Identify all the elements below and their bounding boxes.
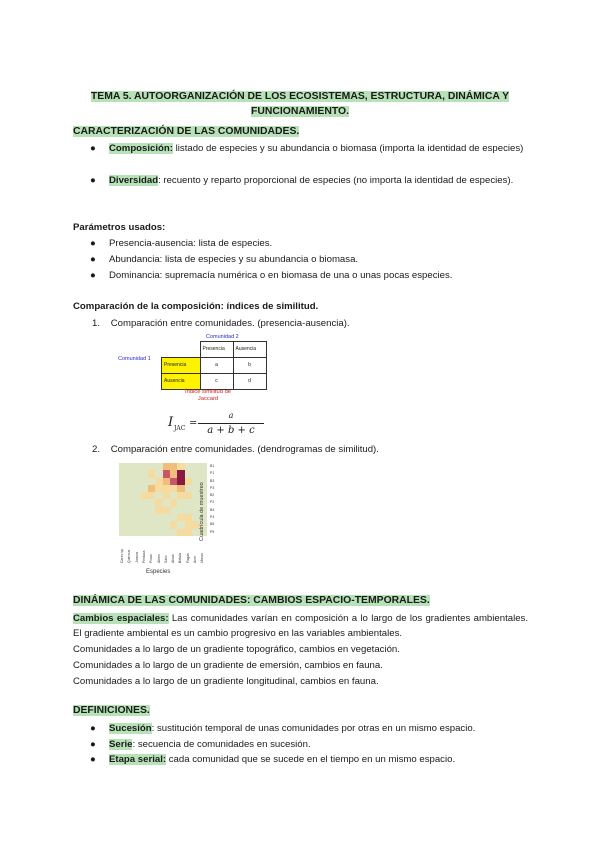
spatial-changes-paragraph: Cambios espaciales: Las comunidades varían en composición a lo largo de los gradientes ambientales. El gradiente ambiental es un cambio progresivo en las variables ambientales. [73, 613, 529, 639]
heatmap-cell [185, 521, 192, 528]
heatmap-cell [134, 485, 141, 492]
heatmap-cell [141, 521, 148, 528]
list-item: ● Presencia-ausencia: lista de especies. [90, 238, 273, 249]
heatmap-cell [177, 507, 184, 514]
heatmap-cell [155, 514, 162, 521]
heatmap-cell [185, 492, 192, 499]
plot-label: B2 [210, 493, 215, 498]
heatmap-cell [126, 521, 133, 528]
heatmap-cell [155, 463, 162, 470]
y-axis-label: Cuadrícula de muestreo [199, 482, 205, 541]
species-label: Ulmus [200, 553, 205, 563]
section-heading-dinamica: DINÁMICA DE LAS COMUNIDADES: CAMBIOS ESPACIO-TEMPORALES. [73, 595, 430, 606]
heatmap-cell [126, 485, 133, 492]
plot-label: P5 [210, 529, 215, 534]
table-cell: c [200, 374, 233, 390]
heatmap-cell [185, 529, 192, 536]
comparison-heading: Comparación de la composición: índices de similitud. [73, 301, 319, 312]
heatmap-cell [155, 507, 162, 514]
heatmap-cell [177, 478, 184, 485]
heatmap-cell [185, 470, 192, 477]
bullet-icon: ● [90, 175, 96, 186]
plot-label: P4 [210, 515, 215, 520]
gradient-line: Comunidades a lo largo de un gradiente topográfico, cambios en vegetación. [73, 644, 400, 655]
numbered-item: 1. Comparación entre comunidades. (presencia-ausencia). [92, 318, 350, 329]
community2-label: Comunidad 2 [206, 334, 239, 340]
col-header: Presencia [200, 342, 233, 358]
bullet-icon: ● [90, 143, 96, 154]
heatmap-cell [134, 529, 141, 536]
heatmap-cell [177, 529, 184, 536]
heatmap-cell [148, 507, 155, 514]
heatmap-cell [199, 470, 206, 477]
plot-label: P3 [210, 485, 215, 490]
heatmap-cell [126, 478, 133, 485]
heatmap-grid [119, 463, 207, 536]
species-label: Betula [178, 553, 183, 563]
heatmap-cell [148, 492, 155, 499]
heatmap-cell [177, 470, 184, 477]
heatmap-cell [141, 499, 148, 506]
species-label: Abies [156, 554, 161, 563]
heatmap-cell [163, 507, 170, 514]
heatmap-cell [170, 521, 177, 528]
heatmap-cell [119, 529, 126, 536]
section-heading-definiciones: DEFINICIONES. [73, 705, 150, 716]
bullet-icon: ● [90, 739, 96, 750]
heatmap-cell [126, 514, 133, 521]
document-title: TEMA 5. AUTOORGANIZACIÓN DE LOS ECOSISTEMAS, ESTRUCTURA, DINÁMICA Y FUNCIONAMIENTO. [90, 91, 510, 117]
numbered-item: 2. Comparación entre comunidades. (dendrogramas de similitud). [92, 444, 379, 455]
heatmap-cell [185, 514, 192, 521]
list-item: ● Diversidad: recuento y reparto proporcional de especies (no importa la identidad de especies). [90, 175, 514, 186]
list-item: ● Abundancia: lista de especies y su abundancia o biomasa. [90, 254, 359, 265]
heatmap-cell [177, 514, 184, 521]
heatmap-cell [134, 521, 141, 528]
heatmap-cell [185, 463, 192, 470]
heatmap-cell [126, 529, 133, 536]
species-label: Alnus [171, 554, 176, 563]
heatmap-cell [163, 521, 170, 528]
heatmap-cell [119, 521, 126, 528]
bullet-icon: ● [90, 723, 96, 734]
row-header: Presencia [162, 358, 201, 374]
heatmap-cell [163, 514, 170, 521]
heatmap-cell [119, 492, 126, 499]
heatmap-cell [177, 499, 184, 506]
list-item: ● Composición: listado de especies y su abundancia o biomasa (importa la identidad de especies) [90, 143, 524, 154]
list-item: ● Serie: secuencia de comunidades en sucesión. [90, 739, 311, 750]
bullet-icon: ● [90, 754, 96, 765]
species-label: Salix [163, 555, 168, 563]
heatmap-cell [155, 529, 162, 536]
params-heading: Parámetros usados: [73, 222, 166, 233]
heatmap-cell [141, 463, 148, 470]
heatmap-cell [177, 521, 184, 528]
heatmap-cell [119, 507, 126, 514]
heatmap-cell [119, 485, 126, 492]
heatmap-cell [155, 470, 162, 477]
heatmap-cell [170, 499, 177, 506]
species-label: Quercus [127, 549, 132, 563]
heatmap-cell [148, 463, 155, 470]
community1-label: Comunidad 1 [118, 356, 151, 362]
heatmap-cell [134, 514, 141, 521]
heatmap-cell [148, 514, 155, 521]
heatmap-cell [126, 492, 133, 499]
heatmap-cell [170, 478, 177, 485]
heatmap-cell [155, 521, 162, 528]
heatmap-cell [163, 499, 170, 506]
list-item: ● Etapa serial: cada comunidad que se sucede en el tiempo en un mismo espacio. [90, 754, 456, 765]
species-label: Pinus [149, 554, 154, 563]
table-cell: d [233, 374, 266, 390]
row-header: Ausencia [162, 374, 201, 390]
heatmap-cell [177, 485, 184, 492]
heatmap-cell [163, 485, 170, 492]
bullet-icon: ● [90, 270, 96, 281]
table-cell: a [200, 358, 233, 374]
heatmap-cell [155, 478, 162, 485]
heatmap-cell [134, 507, 141, 514]
heatmap-cell [177, 463, 184, 470]
heatmap-cell [170, 492, 177, 499]
section-heading-caracterizacion: CARACTERIZACIÓN DE LAS COMUNIDADES. [73, 126, 300, 137]
plot-label: B1 [210, 464, 215, 468]
heatmap-cell [134, 492, 141, 499]
heatmap-cell [126, 463, 133, 470]
heatmap-cell [170, 507, 177, 514]
heatmap-cell [163, 463, 170, 470]
heatmap-cell [148, 529, 155, 536]
heatmap-cell [141, 507, 148, 514]
heatmap-cell [141, 485, 148, 492]
x-axis-label: Especies [146, 569, 171, 575]
gradient-line: Comunidades a lo largo de un gradiente longitudinal, cambios en fauna. [73, 676, 379, 687]
plot-label: B5 [210, 522, 215, 527]
bullet-icon: ● [90, 238, 96, 249]
heatmap-cell [170, 529, 177, 536]
heatmap-cell [148, 470, 155, 477]
heatmap-cell [185, 499, 192, 506]
jaccard-label: Índice similitud de Jaccard [184, 389, 232, 402]
contingency-table [161, 341, 267, 390]
species-label: Fagus [185, 553, 190, 563]
heatmap-cell [170, 470, 177, 477]
heatmap-cell [148, 478, 155, 485]
heatmap-cell [155, 492, 162, 499]
heatmap-cell [170, 463, 177, 470]
table-cell: b [233, 358, 266, 374]
heatmap-cell [170, 485, 177, 492]
species-label: Festuca [141, 550, 146, 563]
heatmap-cell [119, 514, 126, 521]
heatmap-cell [119, 499, 126, 506]
bullet-icon: ● [90, 254, 96, 265]
heatmap-cell [134, 463, 141, 470]
plot-labels [210, 463, 214, 536]
heatmap-cell [192, 463, 199, 470]
heatmap-cell [163, 478, 170, 485]
heatmap-cell [126, 499, 133, 506]
heatmap-figure [112, 461, 242, 581]
list-item: ● Dominancia: supremacía numérica o en biomasa de una o unas pocas especies. [90, 270, 453, 281]
plot-label: P1 [210, 471, 215, 476]
heatmap-cell [177, 492, 184, 499]
heatmap-cell [126, 470, 133, 477]
heatmap-cell [199, 463, 206, 470]
heatmap-cell [185, 485, 192, 492]
heatmap-cell [163, 492, 170, 499]
plot-label: B4 [210, 507, 215, 512]
heatmap-cell [148, 521, 155, 528]
heatmap-cell [192, 470, 199, 477]
heatmap-cell [119, 463, 126, 470]
heatmap-cell [134, 470, 141, 477]
list-item: ● Sucesión: sustitución temporal de unas comunidades por otras en un mismo espacio. [90, 723, 476, 734]
heatmap-cell [148, 485, 155, 492]
plot-label: B3 [210, 478, 215, 483]
heatmap-cell [119, 470, 126, 477]
heatmap-cell [141, 492, 148, 499]
species-label: Acer [193, 555, 197, 563]
heatmap-cell [170, 514, 177, 521]
plot-label: P2 [210, 500, 215, 505]
heatmap-cell [134, 499, 141, 506]
heatmap-cell [141, 478, 148, 485]
heatmap-cell [126, 507, 133, 514]
species-label: Juncus [134, 551, 139, 563]
heatmap-cell [119, 478, 126, 485]
heatmap-cell [185, 478, 192, 485]
heatmap-cell [163, 470, 170, 477]
heatmap-cell [134, 478, 141, 485]
species-label: Carex sp. [120, 548, 124, 563]
gradient-line: Comunidades a lo largo de un gradiente de emersión, cambios en fauna. [73, 660, 383, 671]
heatmap-cell [141, 514, 148, 521]
heatmap-cell [155, 485, 162, 492]
heatmap-cell [185, 507, 192, 514]
col-header: Ausencia [233, 342, 266, 358]
heatmap-cell [155, 499, 162, 506]
heatmap-cell [163, 529, 170, 536]
heatmap-cell [148, 499, 155, 506]
heatmap-cell [141, 529, 148, 536]
heatmap-cell [141, 470, 148, 477]
